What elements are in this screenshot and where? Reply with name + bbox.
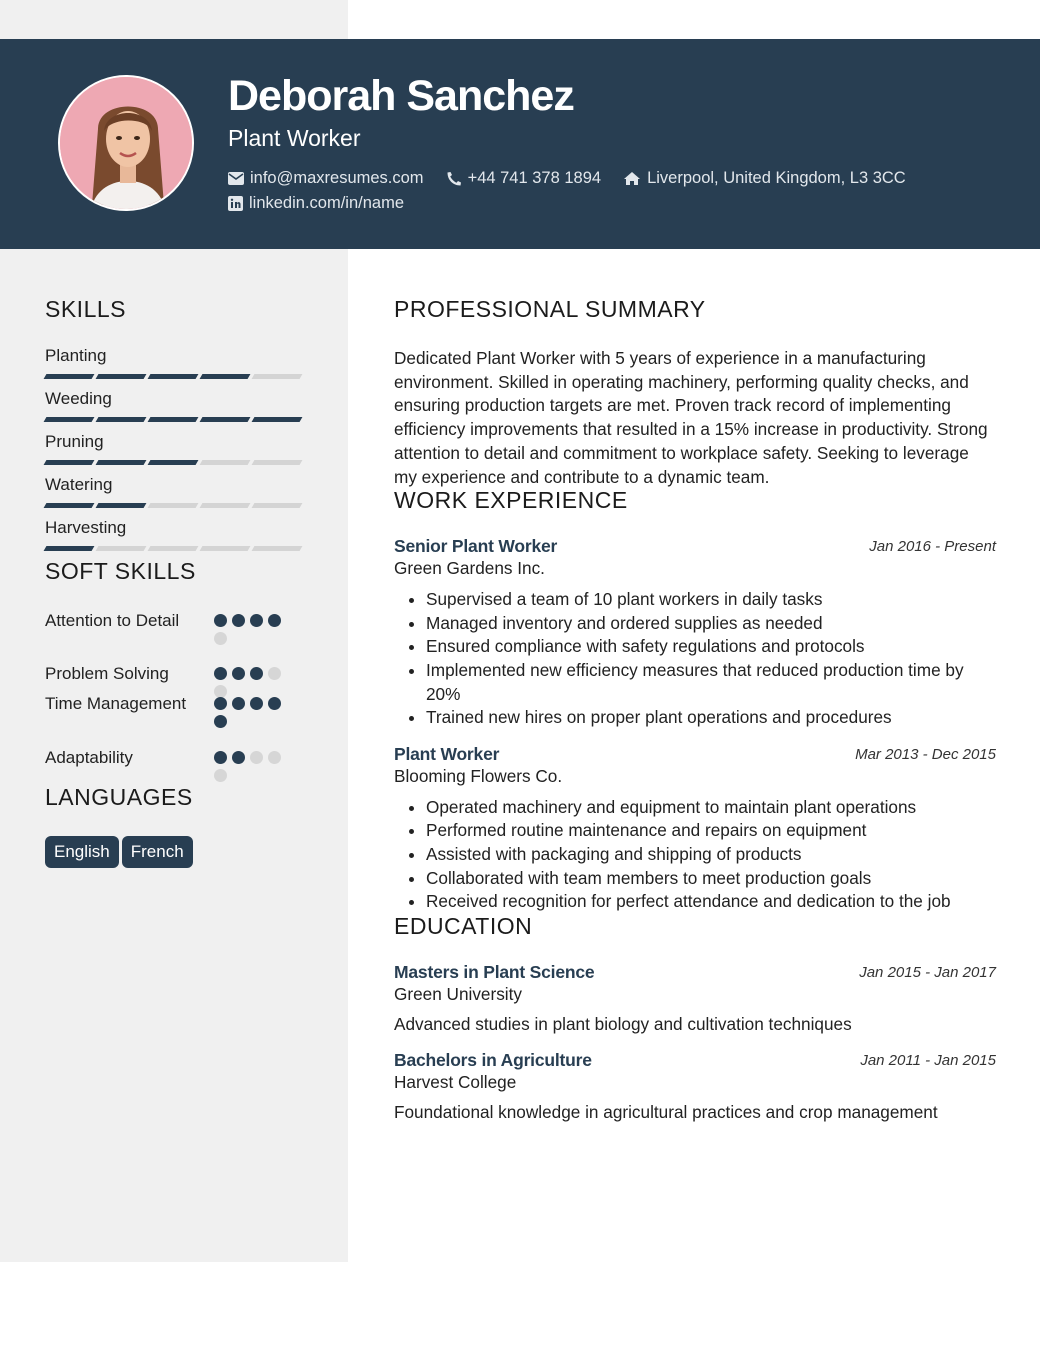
rating-dot <box>214 697 227 710</box>
skill-level-segment <box>44 417 95 422</box>
skill-level-segment <box>96 546 147 551</box>
skill-level-segment <box>96 503 147 508</box>
bullet-item: • Operated machinery and equipment to maintain plant operations <box>426 796 996 820</box>
phone-icon <box>446 171 462 187</box>
soft-skills-list <box>45 609 305 776</box>
skill-level-segment <box>44 374 95 379</box>
rating-dot <box>214 667 227 680</box>
main-content <box>394 295 996 1125</box>
skill-level-bar <box>45 460 305 465</box>
soft-skill-rating <box>214 697 294 728</box>
skill-level-segment <box>200 374 251 379</box>
bullet-item: • Received recognition for perfect attendance and dedication to the job <box>426 890 996 914</box>
skill-level-bar <box>45 417 305 422</box>
rating-dot <box>232 697 245 710</box>
envelope-icon <box>228 172 244 185</box>
linkedin-icon <box>228 196 243 211</box>
header <box>0 39 1040 249</box>
skill-level-segment <box>96 374 147 379</box>
rating-dot <box>268 751 281 764</box>
location-text: Liverpool, United Kingdom, L3 3CC <box>647 169 906 187</box>
skill-level-bar <box>45 374 305 379</box>
rating-dot <box>250 751 263 764</box>
education-entry <box>394 962 996 1037</box>
soft-skill-name: Problem Solving <box>45 664 169 683</box>
bullet-item: • Assisted with packaging and shipping of products <box>426 843 996 867</box>
education-description: Advanced studies in plant biology and cultivation techniques <box>394 1013 852 1034</box>
skill-item <box>45 517 305 560</box>
skill-level-segment <box>252 546 303 551</box>
skill-level-segment <box>44 460 95 465</box>
soft-skill-item <box>45 746 305 776</box>
rating-dot <box>232 667 245 680</box>
job-entry <box>394 744 996 914</box>
education-school: Harvest College <box>394 1072 517 1093</box>
rating-dot <box>214 751 227 764</box>
summary-text: Dedicated Plant Worker with 5 years of experience in a manufacturing environment. Skilled in operating machinery, performing quality checks, and ensuring production targets are met. Proven track record of implementing efficiency improvements that resulted in a 15% increase in productivity. Strong attention to detail and commitment to workplace safety. Seeking to leverage my experience and contribute to a dynamic team. <box>394 348 988 487</box>
linkedin-text: linkedin.com/in/name <box>249 194 404 212</box>
skill-level-bar <box>45 503 305 508</box>
skill-level-segment <box>252 460 303 465</box>
skill-level-segment <box>148 460 199 465</box>
job-entry-title: Plant Worker <box>394 743 500 764</box>
skill-level-segment <box>96 460 147 465</box>
skill-level-segment <box>252 374 303 379</box>
skill-level-segment <box>96 417 147 422</box>
soft-skill-rating <box>214 751 294 782</box>
rating-dot <box>268 697 281 710</box>
bullet-item: • Implemented new efficiency measures that reduced production time by 20% <box>426 659 996 706</box>
job-entry-company: Green Gardens Inc. <box>394 558 545 579</box>
soft-skill-rating <box>214 614 294 645</box>
education-degree: Masters in Plant Science <box>394 961 595 982</box>
bullet-item: • Collaborated with team members to meet production goals <box>426 867 996 891</box>
experience-list <box>394 536 996 914</box>
skill-level-segment <box>200 417 251 422</box>
candidate-name: Deborah Sanchez <box>228 72 574 120</box>
sidebar <box>45 295 305 868</box>
skill-level-segment <box>148 546 199 551</box>
rating-dot <box>214 632 227 645</box>
languages-list <box>45 836 305 868</box>
education-degree: Bachelors in Agriculture <box>394 1050 592 1071</box>
bullet-item: • Supervised a team of 10 plant workers in daily tasks <box>426 588 996 612</box>
job-entry-bullets <box>394 588 996 730</box>
home-icon <box>623 171 641 186</box>
language-badge: English <box>45 836 119 868</box>
skill-name: Planting <box>45 346 107 365</box>
rating-dot <box>268 667 281 680</box>
contact-email[interactable] <box>228 169 424 188</box>
skill-name: Pruning <box>45 432 104 451</box>
education-dates: Jan 2015 - Jan 2017 <box>859 963 996 981</box>
rating-dot <box>250 697 263 710</box>
rating-dot <box>232 751 245 764</box>
rating-dot <box>232 614 245 627</box>
skill-item <box>45 474 305 517</box>
job-entry-company: Blooming Flowers Co. <box>394 765 563 786</box>
education-dates: Jan 2011 - Jan 2015 <box>860 1052 996 1070</box>
job-entry-bullets <box>394 796 996 914</box>
soft-skill-item <box>45 662 305 692</box>
rating-dot <box>250 614 263 627</box>
skill-item <box>45 388 305 431</box>
bullet-item: • Ensured compliance with safety regulations and protocols <box>426 635 996 659</box>
soft-skill-name: Time Management <box>45 694 187 713</box>
contact-location <box>623 169 906 188</box>
rating-dot <box>214 715 227 728</box>
soft-skill-name: Attention to Detail <box>45 611 180 630</box>
skills-heading: SKILLS <box>45 296 126 322</box>
skill-item <box>45 431 305 474</box>
contact-linkedin[interactable] <box>228 194 404 213</box>
education-heading: EDUCATION <box>394 912 533 939</box>
skill-level-segment <box>252 503 303 508</box>
soft-skill-item <box>45 692 305 746</box>
education-entry <box>394 1050 996 1125</box>
email-text: info@maxresumes.com <box>250 169 424 187</box>
portrait-illustration <box>60 77 194 211</box>
soft-skill-item <box>45 609 305 662</box>
skill-level-bar <box>45 546 305 551</box>
experience-heading: WORK EXPERIENCE <box>394 487 628 514</box>
skill-level-segment <box>200 460 251 465</box>
rating-dot <box>214 769 227 782</box>
contact-info <box>228 166 928 216</box>
rating-dot <box>268 614 281 627</box>
soft-skill-name: Adaptability <box>45 748 133 767</box>
job-entry-title: Senior Plant Worker <box>394 536 558 557</box>
bullet-item: • Trained new hires on proper plant operations and procedures <box>426 706 996 730</box>
language-badge: French <box>122 836 193 868</box>
skill-name: Harvesting <box>45 518 127 537</box>
skill-item <box>45 345 305 388</box>
avatar <box>58 75 194 211</box>
soft-skills-heading: SOFT SKILLS <box>45 558 196 584</box>
education-school: Green University <box>394 983 522 1004</box>
skill-level-segment <box>44 546 95 551</box>
bullet-item: • Performed routine maintenance and repairs on equipment <box>426 819 996 843</box>
skill-name: Watering <box>45 475 113 494</box>
skill-level-segment <box>200 503 251 508</box>
skill-name: Weeding <box>45 389 112 408</box>
skills-list <box>45 345 305 560</box>
contact-phone[interactable] <box>446 169 602 188</box>
languages-heading: LANGUAGES <box>45 784 193 810</box>
skill-level-segment <box>252 417 303 422</box>
skill-level-segment <box>148 417 199 422</box>
job-entry-dates: Jan 2016 - Present <box>869 538 996 556</box>
rating-dot <box>214 614 227 627</box>
education-description: Foundational knowledge in agricultural practices and crop management <box>394 1102 938 1123</box>
job-title: Plant Worker <box>228 125 361 151</box>
job-entry <box>394 536 996 730</box>
bullet-item: • Managed inventory and ordered supplies as needed <box>426 612 996 636</box>
summary-heading: PROFESSIONAL SUMMARY <box>394 296 706 322</box>
skill-level-segment <box>148 374 199 379</box>
skill-level-segment <box>148 503 199 508</box>
rating-dot <box>250 667 263 680</box>
job-entry-dates: Mar 2013 - Dec 2015 <box>855 745 996 763</box>
education-list <box>394 962 996 1125</box>
phone-text: +44 741 378 1894 <box>467 169 602 187</box>
skill-level-segment <box>200 546 251 551</box>
skill-level-segment <box>44 503 95 508</box>
